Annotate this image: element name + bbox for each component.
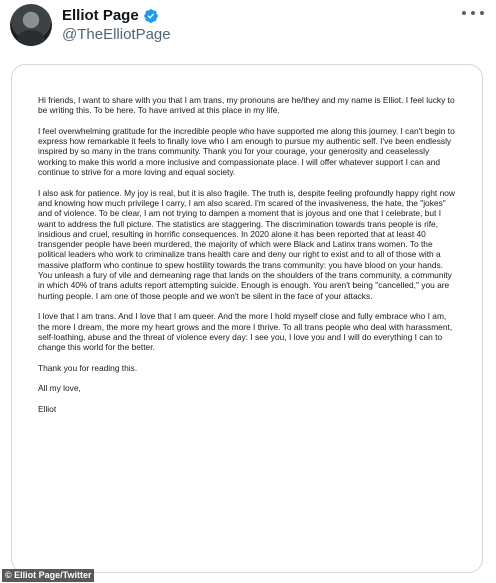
tweet-header <box>0 0 496 52</box>
letter-image[interactable] <box>11 64 483 573</box>
display-name[interactable]: Elliot Page <box>62 7 139 24</box>
letter-signature: Elliot <box>38 403 57 414</box>
letter-paragraph: I feel overwhelming gratitude for the incredible people who have supported me along this journey. I can't begin to express how remarkable it feels to finally love who I am enough to pursue my authentic self. I've been endlessly inspired by so many in the trans community. Thank you for your courage, your generosity and ceaselessly working to make this world a more inclusive and compassionate place. I will offer whatever support I can and continue to strive for a more loving and equal society. <box>38 125 455 178</box>
verified-badge-icon <box>143 8 159 24</box>
letter-text <box>38 95 458 425</box>
letter-paragraph: I also ask for patience. My joy is real, but it is also fragile. The truth is, despite feeling profoundly happy right now and knowing how much privilege I carry, I am also scared. I'm scared of the invasiveness, the hate, the "jokes" and of violence. To be clear, I am not trying to dampen a moment that is joyous and one that I celebrate, but I want to address the full picture. The statistics are staggering. The discrimination towards trans people is rife, insidious and cruel, resulting in horrific consequences. In 2020 alone it has been reported that at least 40 transgender people have been murdered, the majority of which were Black and Latinx trans women. To the political leaders who work to criminalize trans health care and deny our right to exist and to all of those with a massive platform who continue to spew hostility towards the trans community: you have blood on your hands. You unleash a fury of vile and demeaning rage that lands on the shoulders of the trans community, a community in which 40% of trans adults report attempting suicide. Enough is enough. You aren't being "cancelled," you are hurting people. I am one of those people and we won't be silent in the face of your attacks. <box>38 187 455 301</box>
more-options-icon[interactable] <box>462 6 484 20</box>
letter-closing-thanks: Thank you for reading this. <box>38 362 138 373</box>
name-row <box>62 7 159 24</box>
letter-signoff: All my love, <box>38 383 81 394</box>
photo-credit: © Elliot Page/Twitter <box>2 569 94 582</box>
letter-paragraph: I love that I am trans. And I love that I am queer. And the more I hold myself close and fully embrace who I am, the more I dream, the more my heart grows and the more I thrive. To all trans people who deal with harassment, self-loathing, abuse and the threat of violence every day: I see you, I love you and I will do everything I can to change this world for the better. <box>38 311 453 353</box>
user-handle[interactable]: @TheElliotPage <box>62 26 171 43</box>
letter-paragraph: Hi friends, I want to share with you that I am trans, my pronouns are he/they and my name is Elliot. I feel lucky to be writing this. To be here. To have arrived at this place in my life. <box>38 95 455 116</box>
avatar[interactable] <box>10 4 52 46</box>
